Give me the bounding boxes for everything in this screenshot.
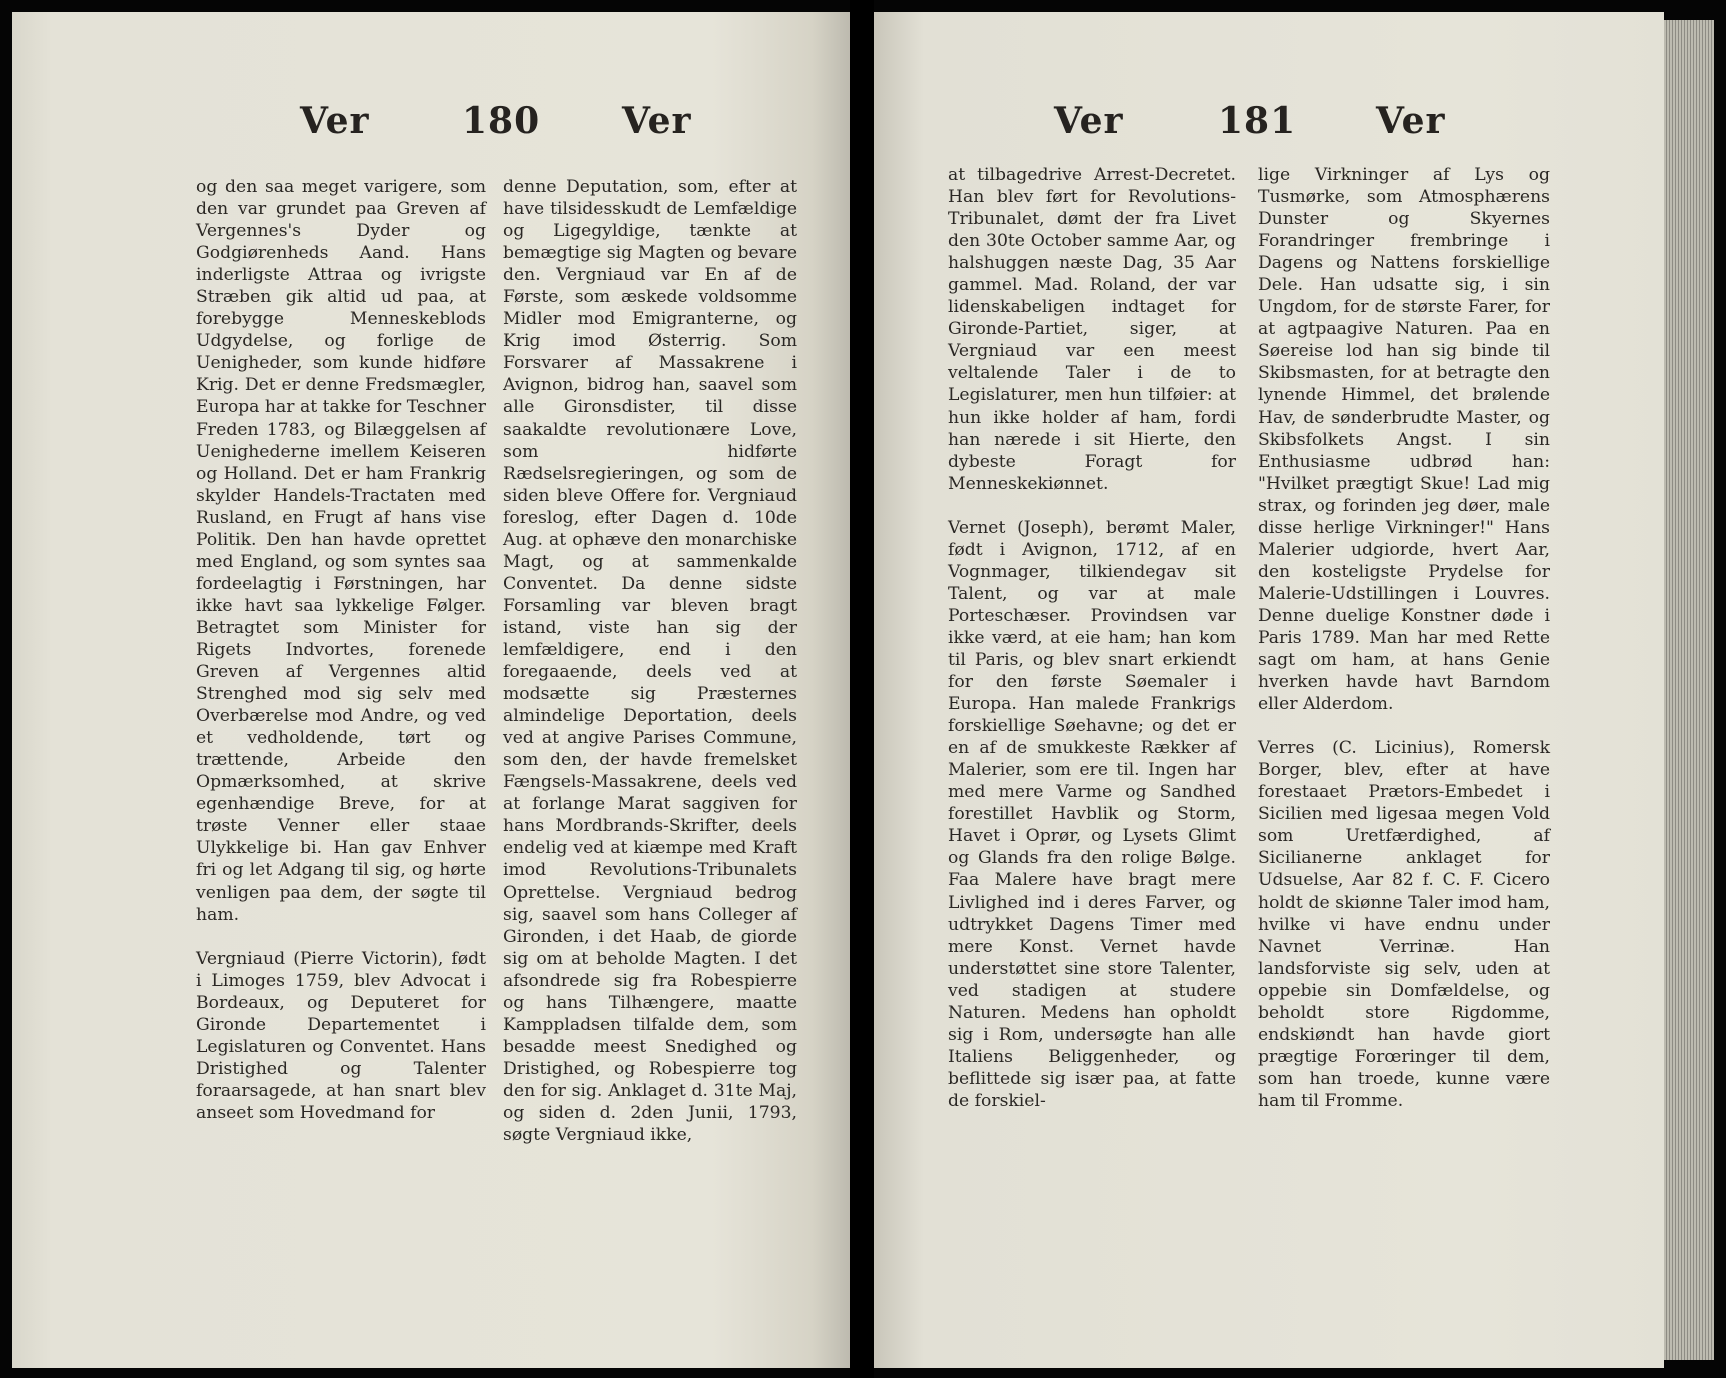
right-running-head-left: Ver — [1054, 100, 1124, 142]
left-running-head-left: Ver — [300, 100, 370, 142]
paragraph-vergniaud-start: Vergniaud (Pierre Victorin), født i Limoges 1759, blev Advocat i Bordeaux, og Deputeret for Gironde Departementet i Legislaturen og Conventet. Hans Dristighed og Talenter foraarsagede, at han snart blev anseet som Hovedmand for — [196, 948, 486, 1123]
right-page-column-2 — [1258, 164, 1550, 1112]
paragraph-vergniaud-end: at tilbagedrive Arrest-Decretet. Han blev ført for Revolutions-Tribunalet, dømt der fra Livet den 30te October samme Aar, og halshuggen næste Dag, 35 Aar gammel. Mad. Roland, der var lidenskabeligen indtaget for Gironde-Partiet, siger, at Vergniaud var een meest veltalende Taler i de to Legislaturer, men hun tilføier: at hun ikke holder af ham, fordi han nærede i sit Hierte, den dybeste Foragt for Menneskekiønnet. — [948, 165, 1236, 494]
right-page-column-1 — [948, 164, 1236, 1112]
paragraph-vergniaud-cont: denne Deputation, som, efter at have tilsidesskudt de Lemfældige og Ligegyldige, tænkte at bemægtige sig Magten og bevare den. Vergniaud var En af de Første, som æskede voldsomme Midler mod Emigranterne, og Krig imod Østerrig. Som Forsvarer af Massakrene i Avignon, bidrog han, saavel som alle Gironsdister, til disse saakaldte revolutionære Love, som hidførte Rædselsregieringen, og som de siden bleve Offere for. Vergniaud foreslog, efter Dagen d. 10de Aug. at ophæve den monarchiske Magt, og at sammenkalde Conventet. Da denne sidste Forsamling var bleven bragt istand, viste han sig der lemfældigere, end i den foregaaende, deels ved at modsætte sig Præsternes almindelige Deportation, deels ved at angive Parises Commune, som den, der havde fremelsket Fængsels-Massakrene, deels ved at forlange Marat saggiven for hans Mordbrands-Skrifter, deels endelig ved at kiæmpe med Kraft imod Revolutions-Tribunalets Oprettelse. Vergniaud bedrog sig, saavel som hans Colleger af Gironden, i det Haab, de giorde sig om at beholde Magten. I det afsondrede sig fra Robespierre og hans Tilhængere, maatte Kamppladsen tilfalde dem, som besadde meest Snedighed og Dristighed, og Robespierre tog den for sig. Anklaget d. 31te Maj, og siden d. 2den Junii, 1793, søgte Vergniaud ikke, — [503, 177, 797, 1146]
paragraph-vergennes-end: og den saa meget varigere, som den var grundet paa Greven af Vergennes's Dyder og Godgiørenheds Aand. Hans inderligste Attraa og ivrigste Stræben gik altid ud paa, at forebygge Menneskeblods Udgydelse, og forlige de Uenigheder, som kunde hidføre Krig. Det er denne Fredsmægler, Europa har at takke for Teschner Freden 1783, og Bilæggelsen af Uenighederne imellem Keiseren og Holland. Det er ham Frankrig skylder Handels-Tractaten med Rusland, en Frugt af hans vise Politik. Den han havde oprettet med England, og som syntes saa fordeelagtig i Førstningen, har ikke havt saa lykkelige Følger. Betragtet som Minister for Rigets Indvortes, forenede Greven af Vergennes altid Strenghed mod sig selv med Overbærelse mod Andre, og ved et vedholdende, tørt og trættende, Arbeide den Opmærksomhed, at skrive egenhændige Breve, for at trøste Venner eller staae Ulykkelige bi. Han gav Enhver fri og let Adgang til sig, og hørte venligen paa dem, der søgte til ham. — [196, 177, 486, 925]
paragraph-verres: Verres (C. Licinius), Romersk Borger, blev, efter at have forestaaet Prætors-Embedet i Sicilien med ligesaa megen Vold som Uretfærdighed, af Sicilianerne anklaget for Udsuelse, Aar 82 f. C. F. Cicero holdt de skiønne Taler imod ham, hvilke vi have endnu under Navnet Verrinæ. Han landsforviste sig selv, uden at oppebie sin Domfældelse, og beholdt store Rigdomme, endskiøndt han havde giort prægtige Forœringer til dem, som han troede, kunne være ham til Fromme. — [1258, 738, 1550, 1111]
paragraph-vernet-start: Vernet (Joseph), berømt Maler, født i Avignon, 1712, af en Vognmager, tilkiendegav sit Talent, og var at male Porteschæser. Provindsen var ikke værd, at eie ham; han kom til Paris, og blev snart erkiendt for den første Søemaler i Europa. Han malede Frankrigs forskiellige Søehavne; og det er en af de smukkeste Rækker af Malerier, som ere til. Ingen har med mere Varme og Sandhed forestillet Havblik og Storm, Havet i Oprør, og Lysets Glimt og Glands fra den rolige Bølge. Faa Malere have bragt mere Livlighed ind i deres Farver, og udtrykket Dagens Timer med mere Konst. Vernet havde understøttet sine store Talenter, ved stadigen at studere Naturen. Medens han opholdt sig i Rom, undersøgte han alle Italiens Beliggenheder, og beflittede sig især paa, at fatte de forskiel- — [948, 517, 1236, 1111]
book-gutter — [850, 0, 874, 1378]
left-page-column-2 — [503, 176, 797, 1146]
left-page-number: 180 — [462, 100, 541, 142]
right-page-edges — [1664, 20, 1714, 1360]
right-running-head-right: Ver — [1376, 100, 1446, 142]
paragraph-vernet-end: lige Virkninger af Lys og Tusmørke, som Atmosphærens Dunster og Skyernes Forandringer frembringe i Dagens og Nattens forskiellige Dele. Han udsatte sig, i sin Ungdom, for de største Farer, for at agtpaagive Naturen. Paa en Søereise lod han sig binde til Skibsmasten, for at betragte den lynende Himmel, det brølende Hav, de sønderbrudte Master, og Skibsfolkets Angst. I sin Enthusiasme udbrød han: "Hvilket prægtigt Skue! Lad mig strax, og forinden jeg døer, male disse herlige Virkninger!" Hans Malerier udgiorde, hvert Aar, den kosteligste Prydelse for Malerie-Udstillingen i Louvres. Denne duelige Konstner døde i Paris 1789. Man har med Rette sagt om ham, at hans Genie hverken havde havt Barndom eller Alderdom. — [1258, 165, 1550, 715]
left-running-head-right: Ver — [622, 100, 692, 142]
right-page-number: 181 — [1218, 100, 1297, 142]
left-page-column-1 — [196, 176, 486, 1124]
